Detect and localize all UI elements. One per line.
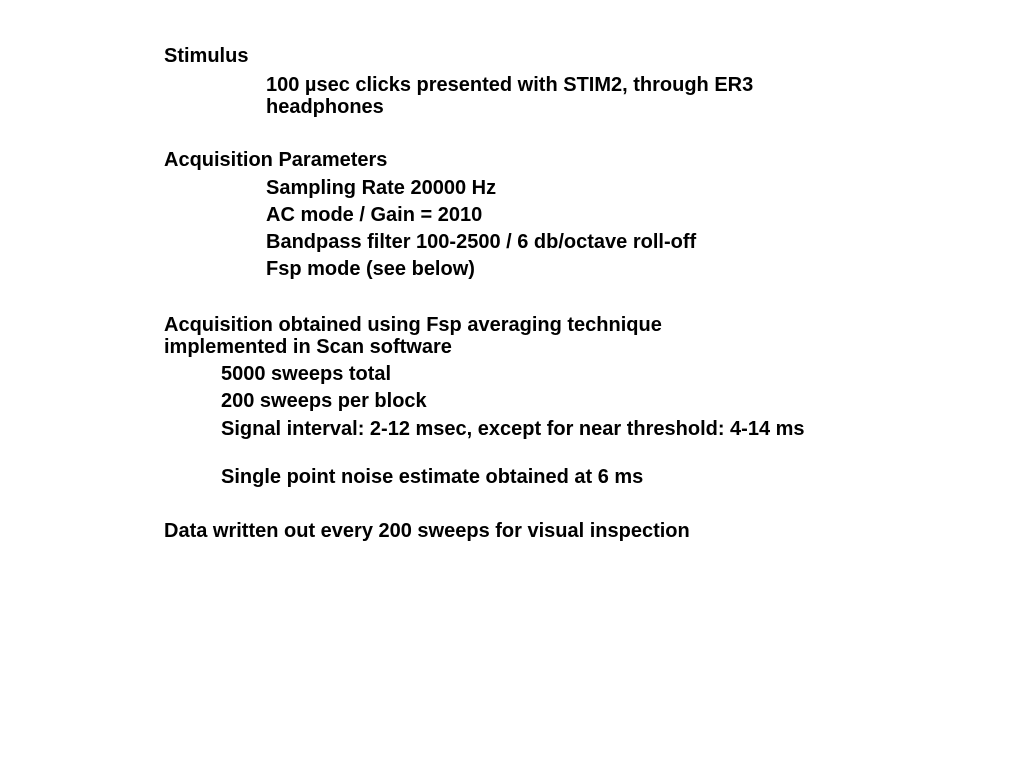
fsp-heading: Acquisition obtained using Fsp averaging technique implemented in Scan software [164, 314, 662, 358]
fsp-signal-interval: Signal interval: 2-12 msec, except for near threshold: 4-14 ms [221, 418, 805, 440]
acquisition-parameters-heading: Acquisition Parameters [164, 149, 388, 171]
param-bandpass-filter: Bandpass filter 100-2500 / 6 db/octave roll-off [266, 231, 697, 253]
param-ac-mode-gain: AC mode / Gain = 2010 [266, 204, 483, 226]
fsp-noise-estimate: Single point noise estimate obtained at 6 ms [221, 466, 644, 488]
param-sampling-rate: Sampling Rate 20000 Hz [266, 177, 497, 199]
param-fsp-mode: Fsp mode (see below) [266, 258, 475, 280]
data-written-note: Data written out every 200 sweeps for visual inspection [164, 520, 690, 542]
stimulus-detail: 100 µsec clicks presented with STIM2, through ER3 headphones [266, 74, 754, 118]
stimulus-heading: Stimulus [164, 45, 249, 67]
fsp-sweeps-per-block: 200 sweeps per block [221, 390, 427, 412]
fsp-sweeps-total: 5000 sweeps total [221, 363, 392, 385]
